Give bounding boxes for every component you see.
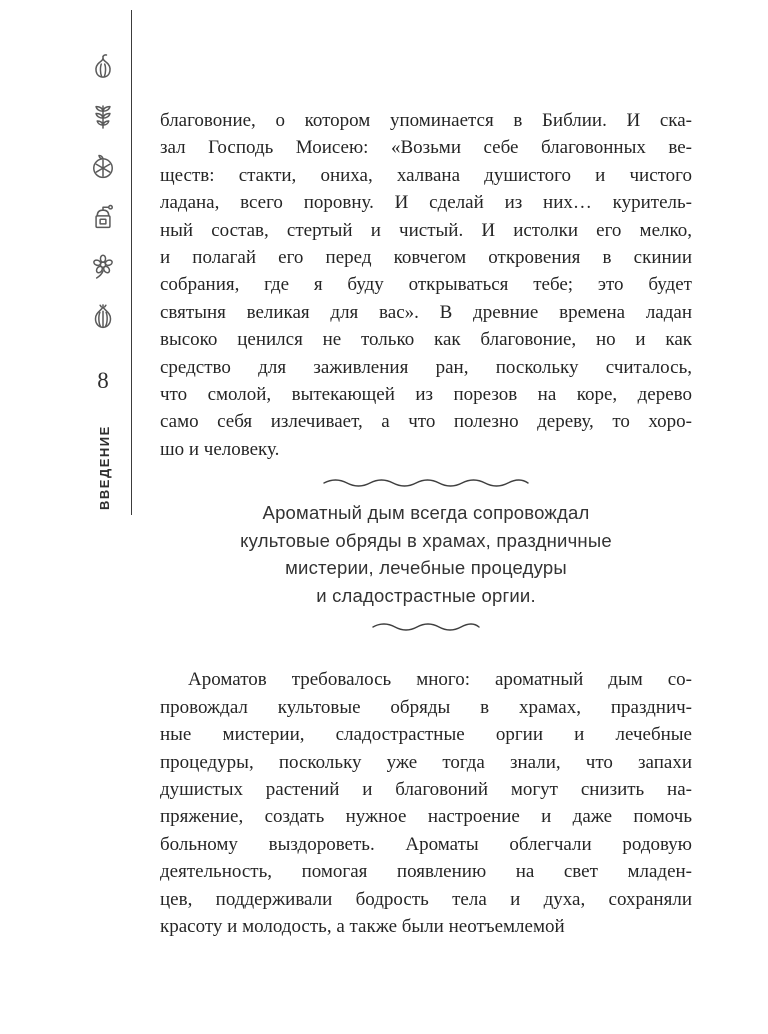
text-line: красоту и молодость, а также были неотъемлемой	[160, 915, 565, 937]
lemon-icon	[88, 152, 118, 182]
text-line: ные мистерии, сладострастные оргии и лечебные	[160, 724, 692, 746]
text-line: душистых растений и благовоний могут снизить на-	[160, 778, 692, 800]
text-line: ный состав, стертый и чистый. И истолки его мелко,	[160, 219, 692, 241]
quote-line: и сладострастные оргии.	[316, 584, 536, 606]
text-line: святыня великая для вас». В древние времена ладан	[160, 301, 692, 323]
squiggle-divider-top	[160, 476, 692, 488]
paragraph-1	[160, 107, 692, 463]
text-line: высоко ценился не только как благовоние, но и как	[160, 329, 692, 351]
sidebar-rule	[131, 10, 132, 515]
text-line: шо и человеку.	[160, 438, 280, 460]
text-line: ладана, всего поровну. И сделай из них… куритель-	[160, 192, 692, 214]
squiggle-divider-bottom	[160, 620, 692, 632]
text-line: средство для заживления ран, поскольку считалось,	[160, 356, 692, 378]
quote-line: Ароматный дым всегда сопровождал	[262, 502, 590, 524]
quote-line: мистерии, лечебные процедуры	[285, 557, 567, 579]
main-text-column	[160, 107, 692, 940]
text-line: что смолой, вытекающей из порезов на коре, дерево	[160, 384, 692, 406]
text-line: и полагай его перед ковчегом откровения в скинии	[160, 247, 692, 269]
paragraph-2	[160, 666, 692, 940]
text-line: цев, поддерживали бодрость тела и духа, сохраняли	[160, 888, 692, 910]
onion-icon	[88, 302, 118, 332]
quote-line: культовые обряды в храмах, праздничные	[240, 529, 612, 551]
section-label-vertical: ВВЕДЕНИЕ	[97, 425, 112, 511]
text-line: деятельность, помогая появлению на свет младен-	[160, 861, 692, 883]
text-line: само себя излечивает, а что полезно дереву, то хоро-	[160, 411, 692, 433]
sidebar-icon-column	[84, 52, 122, 332]
text-line: провождал культовые обряды в храмах, празднич-	[160, 696, 692, 718]
text-line: пряжение, создать нужное настроение и даже помочь	[160, 806, 692, 828]
text-line: процедуры, поскольку уже тогда знали, что запахи	[160, 751, 692, 773]
herb-sprig-icon	[88, 102, 118, 132]
text-line: зал Господь Моисею: «Возьми себе благовонных ве-	[160, 137, 692, 159]
garlic-icon	[88, 52, 118, 82]
text-line: Ароматов требовалось много: ароматный дым со-	[188, 669, 692, 691]
text-line: собрания, где я буду открываться тебе; это будет	[160, 274, 692, 296]
vanilla-flower-icon	[88, 252, 118, 282]
page-number: 8	[97, 368, 109, 393]
pull-quote	[160, 499, 692, 609]
grinder-icon	[88, 202, 118, 232]
text-line: ществ: стакти, ониха, халвана душистого и чистого	[160, 164, 692, 186]
text-line: больному выздороветь. Ароматы облегчали родовую	[160, 833, 692, 855]
text-line: благовоние, о котором упоминается в Библии. И ска-	[160, 110, 692, 131]
